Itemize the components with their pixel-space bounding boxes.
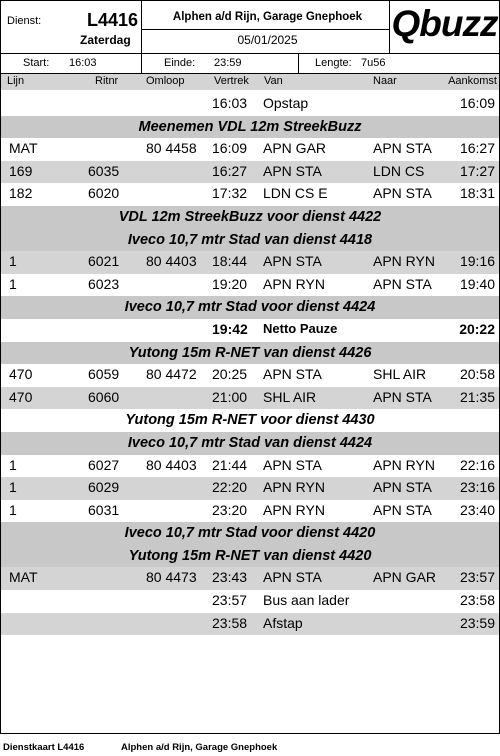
lengte-value: 7u56 [361, 57, 386, 69]
arrival-time: 18:31 [459, 185, 495, 202]
departure-time: 17:32 [212, 185, 248, 202]
trip-number: 6023 [88, 275, 120, 292]
arrival-time: 19:16 [459, 253, 495, 270]
section-title: Iveco 10,7 mtr Stad van dienst 4424 [127, 434, 373, 451]
arrival-time: 16:27 [459, 140, 495, 157]
einde-value: 23:59 [214, 57, 242, 69]
arrival-time: 19:40 [459, 275, 495, 292]
vehicle-section-row [1, 342, 499, 365]
trip-number: 6035 [88, 162, 120, 179]
departure-time: 20:25 [212, 366, 248, 383]
trip-row [1, 613, 499, 636]
block-number: 80 4458 [146, 140, 197, 157]
dienst-code: L4416 [87, 10, 139, 30]
pause-label: Netto Pauze [263, 320, 338, 336]
section-title: Yutong 15m R-NET voor dienst 4430 [125, 412, 375, 429]
from-stop: APN STA [263, 456, 322, 473]
header [1, 1, 499, 53]
pause-row [1, 319, 499, 342]
to-stop: APN RYN [373, 253, 435, 270]
trip-number: 6031 [88, 501, 120, 518]
departure-time: 23:20 [212, 501, 248, 518]
start-value: 16:03 [69, 57, 97, 69]
line-number: 1 [9, 275, 17, 292]
lengte-label: Lengte: [315, 57, 352, 69]
vehicle-section-row [1, 229, 499, 252]
line-number: 1 [9, 456, 17, 473]
vehicle-section-row [1, 522, 499, 545]
from-stop: APN STA [263, 366, 322, 383]
garage-name: Alphen a/d Rijn, Garage Gnephoek [172, 11, 363, 23]
arrival-time: 23:16 [459, 479, 495, 496]
from-stop: APN RYN [263, 501, 325, 518]
vehicle-section-row [1, 409, 499, 432]
from-stop: APN RYN [263, 479, 325, 496]
departure-time: 16:09 [212, 140, 248, 157]
trip-row [1, 455, 499, 478]
to-stop: LDN CS [373, 162, 425, 179]
trip-number: 6021 [88, 253, 120, 270]
col-naar: Naar [373, 75, 397, 87]
trip-row [1, 274, 499, 297]
col-vertrek: Vertrek [214, 75, 249, 87]
from-stop: Bus aan lader [263, 592, 350, 609]
trip-row [1, 93, 499, 116]
trip-number: 6060 [88, 388, 120, 405]
col-aankomst: Aankomst [448, 75, 497, 87]
arrival-time: 22:16 [459, 456, 495, 473]
arrival-time: 23:57 [459, 569, 495, 586]
vehicle-section-row [1, 206, 499, 229]
from-stop: APN STA [263, 253, 322, 270]
arrival-time: 23:59 [459, 614, 495, 631]
trip-row [1, 183, 499, 206]
to-stop: APN STA [373, 140, 432, 157]
departure-time: 18:44 [212, 253, 248, 270]
vehicle-section-row [1, 432, 499, 455]
block-number: 80 4472 [146, 366, 197, 383]
trip-row [1, 500, 499, 523]
einde-label: Einde: [164, 57, 196, 69]
to-stop: APN STA [373, 185, 432, 202]
section-title: Iveco 10,7 mtr Stad van dienst 4418 [127, 231, 373, 248]
line-number: 1 [9, 501, 17, 518]
col-ritnr: Ritnr [95, 75, 119, 87]
to-stop: SHL AIR [373, 366, 427, 383]
vehicle-section-row [1, 545, 499, 568]
trip-number: 6029 [88, 479, 120, 496]
to-stop: APN GAR [373, 569, 437, 586]
departure-time: 21:44 [212, 456, 248, 473]
block-number: 80 4403 [146, 456, 197, 473]
trip-row [1, 387, 499, 410]
qbuzz-logo: Qbuzz [391, 3, 498, 44]
line-number: 470 [9, 366, 33, 383]
from-stop: Opstap [263, 95, 309, 111]
departure-time: 22:20 [212, 479, 248, 496]
from-stop: APN GAR [263, 140, 327, 157]
section-title: Yutong 15m R-NET van dienst 4426 [128, 344, 372, 361]
start-label: Start: [23, 57, 50, 69]
trip-row [1, 477, 499, 500]
col-lijn: Lijn [7, 75, 25, 87]
from-stop: LDN CS E [263, 185, 328, 202]
time-summary [1, 54, 499, 73]
to-stop: APN RYN [373, 456, 435, 473]
to-stop: APN STA [373, 479, 432, 496]
line-number: 470 [9, 388, 33, 405]
dienst-label: Dienst: [7, 15, 42, 27]
from-stop: SHL AIR [263, 388, 317, 405]
trip-row [1, 251, 499, 274]
col-van: Van [264, 75, 283, 87]
service-day: Zaterdag [80, 33, 131, 47]
arrival-time: 23:40 [459, 501, 495, 518]
arrival-time: 21:35 [459, 388, 495, 405]
to-stop: APN STA [373, 275, 432, 292]
column-header-row [1, 74, 499, 90]
section-title: Iveco 10,7 mtr Stad voor dienst 4424 [124, 299, 376, 316]
from-stop: Afstap [263, 614, 303, 631]
departure-time: 16:03 [212, 95, 248, 111]
block-number: 80 4473 [146, 569, 197, 586]
departure-time: 23:57 [212, 592, 248, 609]
pause-start: 19:42 [212, 320, 248, 337]
trip-number: 6059 [88, 366, 120, 383]
section-title: Yutong 15m R-NET van dienst 4420 [128, 547, 372, 564]
service-date: 05/01/2025 [237, 33, 298, 47]
arrival-time: 16:09 [459, 95, 495, 111]
section-title: Meenemen VDL 12m StreekBuzz [138, 118, 362, 135]
block-number: 80 4403 [146, 253, 197, 270]
trip-row [1, 567, 499, 590]
arrival-time: 17:27 [459, 162, 495, 179]
line-number: 1 [9, 253, 17, 270]
line-number: MAT [9, 569, 38, 586]
col-omloop: Omloop [146, 75, 185, 87]
to-stop: APN STA [373, 501, 432, 518]
departure-time: 19:20 [212, 275, 248, 292]
arrival-time: 20:58 [459, 366, 495, 383]
from-stop: APN RYN [263, 275, 325, 292]
trip-row [1, 364, 499, 387]
to-stop: APN STA [373, 388, 432, 405]
section-title: VDL 12m StreekBuzz voor dienst 4422 [118, 208, 382, 225]
trip-number: 6020 [88, 185, 120, 202]
departure-time: 16:27 [212, 162, 248, 179]
line-number: MAT [9, 140, 38, 157]
arrival-time: 23:58 [459, 592, 495, 609]
line-number: 182 [9, 185, 33, 202]
trip-number: 6027 [88, 456, 120, 473]
departure-time: 23:43 [212, 569, 248, 586]
trip-row [1, 138, 499, 161]
trip-row [1, 590, 499, 613]
section-title: Iveco 10,7 mtr Stad voor dienst 4420 [124, 525, 376, 542]
from-stop: APN STA [263, 569, 322, 586]
trip-row [1, 161, 499, 184]
vehicle-section-row [1, 116, 499, 139]
departure-time: 23:58 [212, 614, 248, 631]
line-number: 169 [9, 162, 33, 179]
pause-end: 20:22 [459, 320, 495, 337]
trip-list [1, 93, 499, 635]
footer-card-id: Dienstkaart L4416 [3, 742, 85, 753]
from-stop: APN STA [263, 162, 322, 179]
vehicle-section-row [1, 296, 499, 319]
footer-garage: Alphen a/d Rijn, Garage Gnephoek [121, 742, 278, 753]
line-number: 1 [9, 479, 17, 496]
departure-time: 21:00 [212, 388, 248, 405]
